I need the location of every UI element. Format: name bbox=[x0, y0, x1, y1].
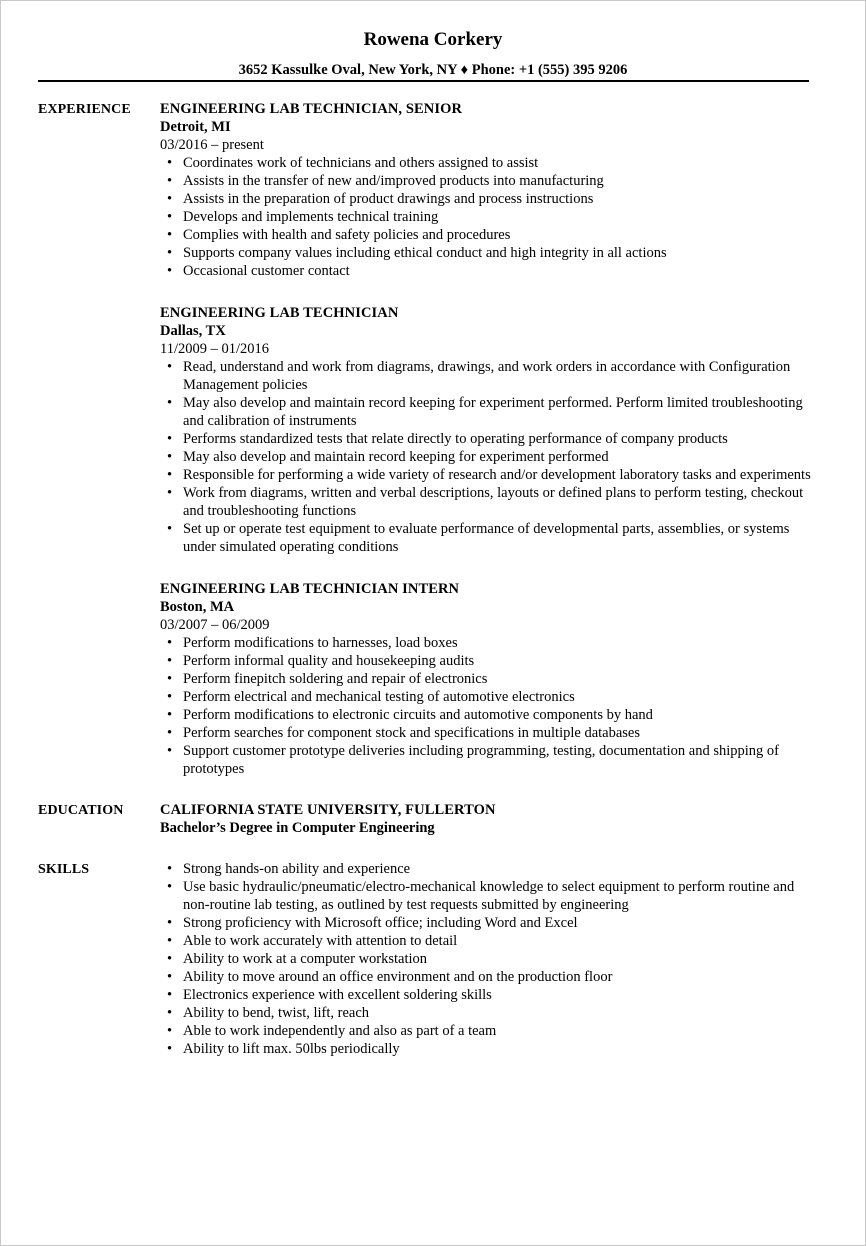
experience-section bbox=[38, 100, 828, 778]
spacer bbox=[160, 556, 828, 580]
job-location: Dallas, TX bbox=[160, 323, 226, 339]
list-item: • Support customer prototype deliveries including programming, testing, documentation and shipping of prototypes bbox=[160, 742, 823, 778]
list-item: • Strong hands-on ability and experience bbox=[160, 860, 823, 878]
job-entry bbox=[160, 304, 828, 556]
list-item: • Able to work accurately with attention to detail bbox=[160, 932, 823, 950]
spacer bbox=[38, 778, 828, 801]
education-section bbox=[38, 801, 828, 837]
list-item: • Responsible for performing a wide variety of research and/or development laboratory tasks and experiments bbox=[160, 466, 823, 484]
job-entry bbox=[160, 580, 828, 778]
degree: Bachelor’s Degree in Computer Engineering bbox=[160, 820, 435, 836]
skills-section bbox=[38, 860, 828, 1058]
job-title: ENGINEERING LAB TECHNICIAN, SENIOR bbox=[160, 101, 463, 117]
job-location: Boston, MA bbox=[160, 599, 235, 615]
list-item: • Strong proficiency with Microsoft office; including Word and Excel bbox=[160, 914, 823, 932]
job-duties bbox=[160, 634, 828, 778]
list-item: • Able to work independently and also as part of a team bbox=[160, 1022, 823, 1040]
job-title: ENGINEERING LAB TECHNICIAN INTERN bbox=[160, 581, 460, 597]
list-item: • Performs standardized tests that relate directly to operating performance of company products bbox=[160, 430, 823, 448]
list-item: • Occasional customer contact bbox=[160, 262, 823, 280]
list-item: • Assists in the preparation of product drawings and process instructions bbox=[160, 190, 823, 208]
list-item: • Perform modifications to electronic circuits and automotive components by hand bbox=[160, 706, 823, 724]
list-item: • Perform modifications to harnesses, load boxes bbox=[160, 634, 823, 652]
list-item: • Perform finepitch soldering and repair of electronics bbox=[160, 670, 823, 688]
job-location: Detroit, MI bbox=[160, 119, 231, 135]
list-item: • Electronics experience with excellent soldering skills bbox=[160, 986, 823, 1004]
list-item: • Perform searches for component stock and specifications in multiple databases bbox=[160, 724, 823, 742]
skills-body bbox=[160, 860, 828, 1058]
list-item: • Assists in the transfer of new and/improved products into manufacturing bbox=[160, 172, 823, 190]
list-item: • Ability to work at a computer workstation bbox=[160, 950, 823, 968]
list-item: • May also develop and maintain record keeping for experiment performed bbox=[160, 448, 823, 466]
section-label-experience: EXPERIENCE bbox=[38, 102, 131, 117]
list-item: • Perform electrical and mechanical testing of automotive electronics bbox=[160, 688, 823, 706]
list-item: • Coordinates work of technicians and others assigned to assist bbox=[160, 154, 823, 172]
list-item: • Ability to move around an office environment and on the production floor bbox=[160, 968, 823, 986]
job-entry bbox=[160, 100, 828, 280]
spacer bbox=[160, 280, 828, 304]
section-label-education: EDUCATION bbox=[38, 803, 124, 818]
job-dates: 03/2007 – 06/2009 bbox=[160, 617, 270, 633]
job-title: ENGINEERING LAB TECHNICIAN bbox=[160, 305, 399, 321]
list-item: • Read, understand and work from diagrams, drawings, and work orders in accordance with Configuration Management policies bbox=[160, 358, 823, 394]
list-item: • Complies with health and safety policies and procedures bbox=[160, 226, 823, 244]
list-item: • Ability to bend, twist, lift, reach bbox=[160, 1004, 823, 1022]
list-item: • Supports company values including ethical conduct and high integrity in all actions bbox=[160, 244, 823, 262]
experience-body bbox=[160, 100, 828, 778]
job-dates: 03/2016 – present bbox=[160, 137, 264, 153]
resume-content bbox=[38, 100, 828, 1058]
candidate-name: Rowena Corkery bbox=[363, 29, 503, 50]
list-item: • Ability to lift max. 50lbs periodically bbox=[160, 1040, 823, 1058]
list-item: • May also develop and maintain record keeping for experiment performed. Perform limited troubleshooting and calibration of instruments bbox=[160, 394, 823, 430]
spacer bbox=[38, 837, 828, 860]
list-item: • Develops and implements technical training bbox=[160, 208, 823, 226]
list-item: • Set up or operate test equipment to evaluate performance of developmental parts, assemblies, or systems under simulated operating conditions bbox=[160, 520, 823, 556]
education-body bbox=[160, 801, 828, 837]
skills-list bbox=[160, 860, 828, 1058]
contact-line: 3652 Kassulke Oval, New York, NY ♦ Phone: +1 (555) 395 9206 bbox=[238, 62, 628, 78]
list-item: • Use basic hydraulic/pneumatic/electro-mechanical knowledge to select equipment to perform routine and non-routine lab testing, as outlined by test requests submitted by engineering bbox=[160, 878, 823, 914]
job-duties bbox=[160, 358, 828, 556]
section-label-skills: SKILLS bbox=[38, 862, 90, 877]
school-name: CALIFORNIA STATE UNIVERSITY, FULLERTON bbox=[160, 802, 496, 818]
header-divider bbox=[38, 80, 809, 82]
job-dates: 11/2009 – 01/2016 bbox=[160, 341, 270, 357]
list-item: • Perform informal quality and housekeeping audits bbox=[160, 652, 823, 670]
job-duties bbox=[160, 154, 828, 280]
list-item: • Work from diagrams, written and verbal descriptions, layouts or defined plans to perform testing, checkout and troubleshooting functions bbox=[160, 484, 823, 520]
